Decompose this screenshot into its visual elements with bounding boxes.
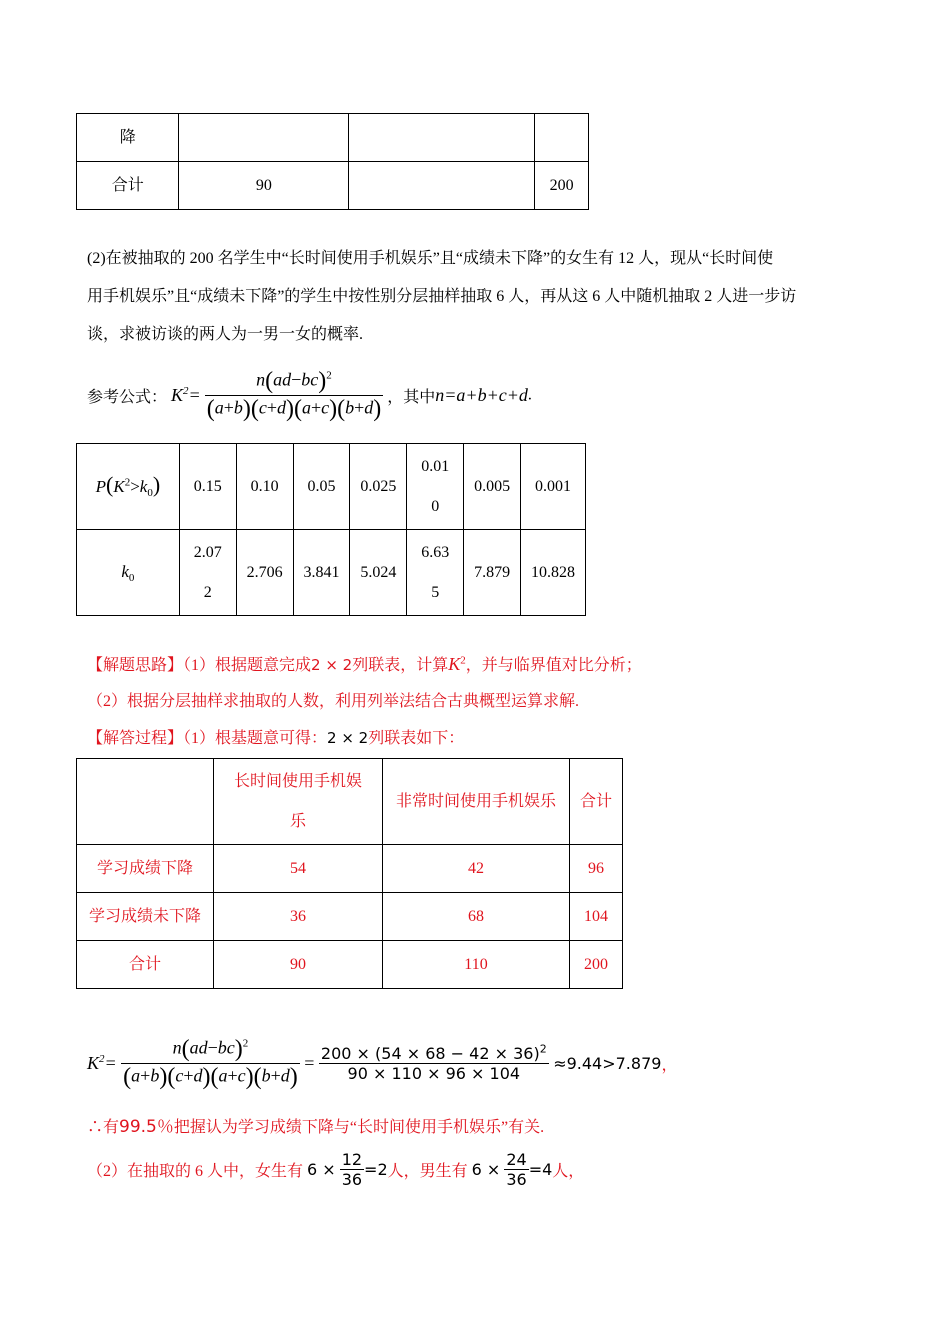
question-line: 用手机娱乐”且“成绩未下降”的学生中按性别分层抽样抽取 6 人，再从这 6 人中随机抽取 2 人进一步访 — [87, 288, 797, 305]
ct-cell: 合计 — [77, 941, 214, 989]
ct-cell: 42 — [383, 845, 570, 893]
girls-num: 12 — [341, 1150, 363, 1169]
k2-numeric-fraction: $\frac{200 \times (54 \times 68 - 42 \times 36)^2}{90 \times 110 \times 96 \times 104}$ — [320, 1042, 547, 1083]
solution-idea — [87, 648, 642, 755]
k-value: 5.024 — [350, 530, 407, 616]
ct-header: 非常时间使用手机娱乐 — [383, 759, 570, 845]
girls-fraction — [340, 1150, 364, 1189]
part2-line — [87, 1150, 584, 1189]
p-value: 0.001 — [521, 444, 586, 530]
ct-cell: 36 — [214, 893, 383, 941]
ct-cell: 学习成绩未下降 — [77, 893, 214, 941]
two-by-two-label: 2 × 2 — [327, 729, 369, 747]
boys-expr: 6 × — [471, 1160, 501, 1179]
formula-end: . — [527, 386, 532, 404]
k-value: 10.828 — [521, 530, 586, 616]
process-tag: 【解答过程】 — [87, 730, 184, 747]
two-by-two-label: 2 × 2 — [311, 656, 353, 674]
top-table-cell: 降 — [77, 114, 179, 162]
formula-n: n=a+b+c+d — [435, 385, 528, 405]
ct-cell: 200 — [570, 941, 623, 989]
question-line: 谈，求被访谈的两人为一男一女的概率. — [87, 326, 364, 343]
boys-num: 24 — [506, 1150, 527, 1169]
conclusion-text: 把握认为学习成绩下降与“长时间使用手机娱乐”有关. — [173, 1119, 545, 1136]
p-value: 0.10 — [236, 444, 293, 530]
top-table-cell — [349, 162, 535, 210]
process-text: 列联表如下： — [368, 730, 465, 747]
reference-formula: 参考公式： $K^2=$ $\frac{n(ad-bc)^2}{(a+b)(c+d)(a+c)(b+d)}$ ，其中n=a+b+c+d. — [87, 368, 532, 422]
ct-header: 长时间使用手机娱 乐 — [214, 759, 383, 845]
ct-header: 合计 — [570, 759, 623, 845]
conclusion-line — [87, 1112, 544, 1137]
formula-where: ，其中 — [387, 389, 436, 406]
ct-cell: 96 — [570, 845, 623, 893]
k2-calculation: $K^2=$ $\frac{n(ad-bc)^2}{(a+b)(c+d)(a+c)(b+d)}$ = $\frac{200 \times (54 \times 68 - 42 \times 36)^2}{90 \times 110 \times 96 \times 104}$ ≈9.44>7.879， — [87, 1036, 678, 1090]
top-table-cell: 90 — [179, 162, 349, 210]
k-value: 2.706 — [236, 530, 293, 616]
ct-cell: 104 — [570, 893, 623, 941]
girls-result: =2 — [364, 1160, 388, 1179]
ct-cell: 90 — [214, 941, 383, 989]
idea-line-2: （2）根据分层抽样求抽取的人数，利用列举法结合古典概型运算求解. — [87, 693, 580, 710]
k-value: 3.841 — [293, 530, 350, 616]
formula-label: 参考公式： — [87, 389, 168, 406]
idea-text: 列联表，计算 — [352, 657, 449, 674]
k2-formula-fraction: $\frac{n(ad-bc)^2}{(a+b)(c+d)(a+c)(b+d)}$ — [123, 1036, 298, 1090]
p-value: 0.005 — [464, 444, 521, 530]
part2-text: 人， — [552, 1163, 585, 1180]
ct-header — [77, 759, 214, 845]
top-table — [76, 113, 589, 210]
question-part2 — [87, 240, 867, 354]
ct-cell: 学习成绩下降 — [77, 845, 214, 893]
process-text: （1）根基题意可得： — [183, 730, 328, 747]
p-value: 0.01 0 — [407, 444, 464, 530]
top-table-cell — [535, 114, 589, 162]
idea-tag: 【解题思路】 — [87, 657, 184, 674]
idea-text: （1）根据题意完成 — [183, 657, 312, 674]
p-value: 0.025 — [350, 444, 407, 530]
p-header: $P(K^2>k_0)$ — [77, 444, 180, 530]
k-value: 6.63 5 — [407, 530, 464, 616]
girls-den: 36 — [341, 1170, 363, 1189]
boys-fraction — [504, 1150, 528, 1189]
girls-expr: 6 × — [307, 1160, 336, 1179]
top-table-cell — [349, 114, 535, 162]
formula-fraction: $\frac{n(ad-bc)^2}{(a+b)(c+d)(a+c)(b+d)}$ — [206, 368, 382, 422]
conclusion-text: ∴有 — [87, 1119, 120, 1136]
k2-result: ≈9.44>7.879 — [553, 1054, 662, 1073]
critical-value-table — [76, 443, 586, 616]
part2-text: （2）在抽取的 6 人中，女生有 — [87, 1163, 304, 1180]
k-value: 7.879 — [464, 530, 521, 616]
idea-text: ，并与临界值对比分析； — [465, 657, 642, 674]
ct-cell: 110 — [383, 941, 570, 989]
boys-result: =4 — [528, 1160, 553, 1179]
contingency-table — [76, 758, 623, 989]
top-table-cell: 200 — [535, 162, 589, 210]
k-value: 2.07 2 — [179, 530, 236, 616]
k2-denominator: 90 × 110 × 96 × 104 — [319, 1063, 549, 1083]
question-line: (2)在被抽取的 200 名学生中“长时间使用手机娱乐”且“成绩未下降”的女生有 12 人，现从“长时间使 — [87, 250, 774, 267]
part2-text: 人，男生有 — [387, 1163, 468, 1180]
conclusion-percent: 99.5％ — [119, 1117, 174, 1137]
idea-line-1: 【解题思路】（1）根据题意完成2 × 2列联表，计算$K^2$，并与临界值对比分析； — [87, 654, 642, 674]
p-value: 0.05 — [293, 444, 350, 530]
ct-cell: 54 — [214, 845, 383, 893]
p-value: 0.15 — [179, 444, 236, 530]
top-table-cell: 合计 — [77, 162, 179, 210]
k2-numerator: 200 × (54 × 68 − 42 × 36) — [320, 1044, 540, 1063]
ct-cell: 68 — [383, 893, 570, 941]
top-table-cell — [179, 114, 349, 162]
boys-den: 36 — [506, 1170, 527, 1189]
process-line — [87, 722, 642, 755]
k0-header: $k_0$ — [77, 530, 180, 616]
k2-comma: ， — [661, 1057, 678, 1074]
